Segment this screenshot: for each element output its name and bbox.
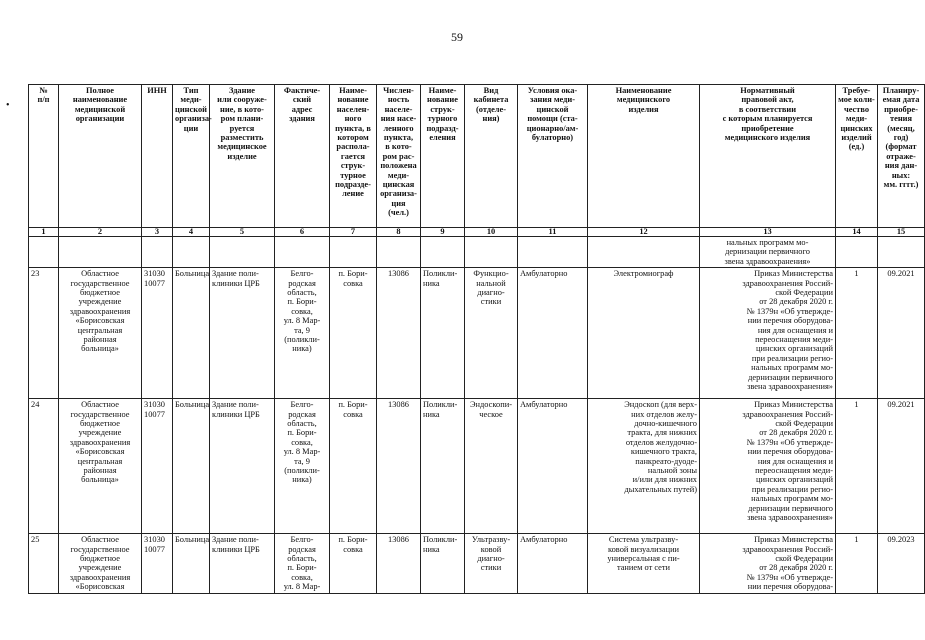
column-number: 1	[29, 228, 59, 237]
column-number: 5	[210, 228, 275, 237]
building-name: Здание поли- клиники ЦРБ	[210, 399, 275, 534]
quantity-value: 1	[836, 534, 878, 593]
column-number: 8	[377, 228, 421, 237]
column-number: 9	[421, 228, 465, 237]
cabinet-type: Эндоскопи- ческое	[465, 399, 518, 534]
cabinet-type: Функцио- нальной диагно- стики	[465, 268, 518, 399]
unit-name: Поликли- ника	[421, 534, 465, 593]
locality-name: п. Бори- совка	[330, 268, 377, 399]
column-number: 3	[142, 228, 173, 237]
population-value: 13086	[377, 399, 421, 534]
header-cell-qty: Требуе- мое коли- чество меди- цинских изделий (ед.)	[836, 85, 878, 228]
legal-act: Приказ Министерства здравоохранения Россий- ской Федерации от 28 декабря 2020 г. № 1379н «Об утвержде- нии перечня оборудова- ния для оснащения и переоснащения меди- цинских организаций при реализации регио- нальных программ мо- дернизации первичного звена здравоохранения»	[700, 268, 836, 399]
column-number: 12	[588, 228, 700, 237]
building-address: Белго- родская область, п. Бори- совка, ул. 8 Мар-	[275, 534, 330, 593]
column-number: 14	[836, 228, 878, 237]
header-cell-cabinet: Вид кабинета (отделе- ния)	[465, 85, 518, 228]
building-address: Белго- родская область, п. Бори- совка, ул. 8 Мар- та, 9 (поликли- ника)	[275, 268, 330, 399]
legal-act: Приказ Министерства здравоохранения Россий- ской Федерации от 28 декабря 2020 г. № 1379н «Об утвержде- нии перечня оборудова-	[700, 534, 836, 593]
organization-type: Больница	[173, 268, 210, 399]
inn-value: 31030 10077	[142, 534, 173, 593]
quantity-value: 1	[836, 268, 878, 399]
table-row	[29, 399, 925, 534]
building-name: Здание поли- клиники ЦРБ	[210, 534, 275, 593]
column-number-row	[29, 228, 925, 237]
care-conditions: Амбулаторно	[518, 399, 588, 534]
header-cell-population: Числен- ность населе- ния насе- ленного пункта, в кото- ром рас- положена меди- цинская организа- ция (чел.)	[377, 85, 421, 228]
header-cell-num: № п/п	[29, 85, 59, 228]
row-number: 24	[29, 399, 59, 534]
table-row	[29, 534, 925, 593]
legal-act: Приказ Министерства здравоохранения Россий- ской Федерации от 28 декабря 2020 г. № 1379н «Об утвержде- нии перечня оборудова- ния для оснащения и переоснащения меди- цинских организаций при реализации регио- нальных программ мо- дернизации первичного звена здравоохранения»	[700, 399, 836, 534]
continuation-row	[29, 237, 925, 268]
building-address: Белго- родская область, п. Бори- совка, ул. 8 Мар- та, 9 (поликли- ника)	[275, 399, 330, 534]
column-number: 10	[465, 228, 518, 237]
row-number: 25	[29, 534, 59, 593]
locality-name: п. Бори- совка	[330, 399, 377, 534]
organization-type: Больница	[173, 534, 210, 593]
column-number: 4	[173, 228, 210, 237]
organization-name: Областное государственное бюджетное учреждение здравоохранения «Борисовская центральная районная больница»	[59, 268, 142, 399]
header-row	[29, 85, 925, 228]
header-cell-type: Тип меди- цинской организа- ции	[173, 85, 210, 228]
column-number: 15	[878, 228, 925, 237]
column-number: 6	[275, 228, 330, 237]
purchase-date: 09.2021	[878, 399, 925, 534]
header-cell-address: Фактиче- ский адрес здания	[275, 85, 330, 228]
table-row	[29, 268, 925, 399]
care-conditions: Амбулаторно	[518, 534, 588, 593]
page-number: 59	[451, 30, 463, 44]
header-cell-device: Наименование медицинского изделия	[588, 85, 700, 228]
locality-name: п. Бори- совка	[330, 534, 377, 593]
header-cell-unit: Наиме- нование струк- турного подразд- еления	[421, 85, 465, 228]
cabinet-type: Ультразву- ковой диагно- стики	[465, 534, 518, 593]
row-number: 23	[29, 268, 59, 399]
header-cell-org: Полное наименование медицинской организации	[59, 85, 142, 228]
unit-name: Поликли- ника	[421, 399, 465, 534]
inn-value: 31030 10077	[142, 399, 173, 534]
unit-name: Поликли- ника	[421, 268, 465, 399]
device-name: Эндоскоп (для верх- них отделов желу- дочно-кишечного тракта, для нижних отделов желудочно- кишечного тракта, панкреато-дуоде- нальной зоны и/или для нижних дыхательных путей)	[588, 399, 700, 534]
header-cell-conditions: Условия ока- зания меди- цинской помощи (ста- ционарно/ам- булаторно)	[518, 85, 588, 228]
quantity-value: 1	[836, 399, 878, 534]
device-name: Электромиограф	[588, 268, 700, 399]
population-value: 13086	[377, 268, 421, 399]
header-cell-act: Нормативный правовой акт, в соответствии с которым планируется приобретение медицинского изделия	[700, 85, 836, 228]
care-conditions: Амбулаторно	[518, 268, 588, 399]
header-cell-inn: ИНН	[142, 85, 173, 228]
inn-value: 31030 10077	[142, 268, 173, 399]
column-number: 13	[700, 228, 836, 237]
building-name: Здание поли- клиники ЦРБ	[210, 268, 275, 399]
continuation-text: нальных программ мо- дернизации первичного звена здравоохранения»	[700, 237, 836, 268]
header-cell-building: Здание или сооруже- ние, в кото- ром плани- руется разместить медицинское изделие	[210, 85, 275, 228]
margin-mark: •	[6, 100, 10, 111]
organization-name: Областное государственное бюджетное учреждение здравоохранения «Борисовская	[59, 534, 142, 593]
organization-name: Областное государственное бюджетное учреждение здравоохранения «Борисовская центральная районная больница»	[59, 399, 142, 534]
column-number: 11	[518, 228, 588, 237]
organization-type: Больница	[173, 399, 210, 534]
purchase-date: 09.2023	[878, 534, 925, 593]
header-cell-locality: Наиме- нование населен- ного пункта, в котором распола- гается струк- турное подразде- ление	[330, 85, 377, 228]
population-value: 13086	[377, 534, 421, 593]
header-cell-date: Планиру- емая дата приобре- тения (месяц, год) (формат отраже- ния дан- ных: мм. гггг.)	[878, 85, 925, 228]
purchase-date: 09.2021	[878, 268, 925, 399]
equipment-table	[28, 84, 925, 594]
column-number: 7	[330, 228, 377, 237]
column-number: 2	[59, 228, 142, 237]
device-name: Система ультразву- ковой визуализации универсальная с пи- танием от сети	[588, 534, 700, 593]
